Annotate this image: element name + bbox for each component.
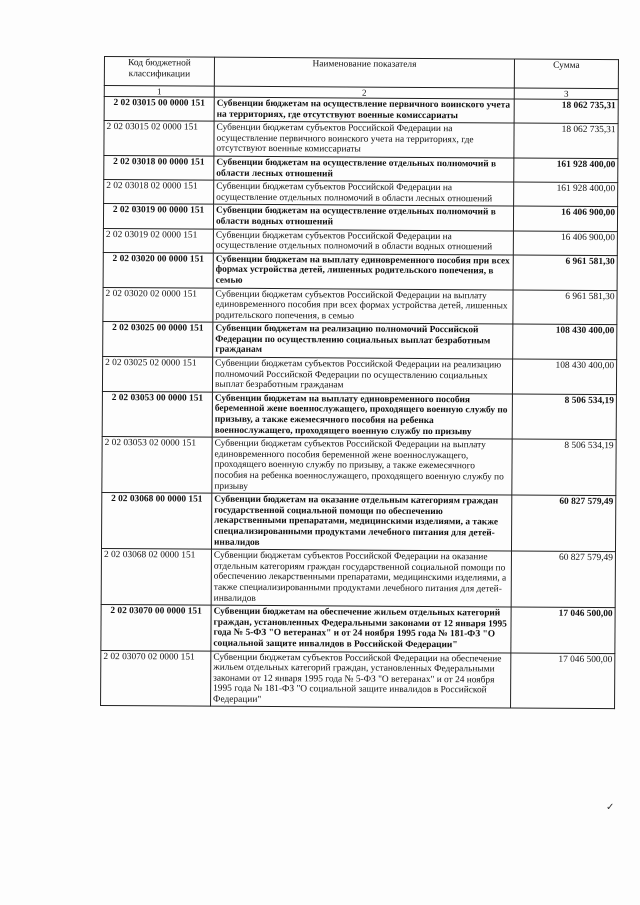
column-number-3: 3 [514,88,618,100]
header-code: Код бюджетной классификации [104,57,214,87]
table-row [103,322,617,360]
budget-code: 2 02 03019 00 0000 151 [103,204,213,229]
budget-code: 2 02 03053 02 0000 151 [102,437,212,494]
indicator-name: Субвенции бюджетам на выплату единовременного пособия беременной жене военнослужащего, проходящего военную службу по призыву, а также ежемесячного пособия на ребенка военнослужащего, проходящего военную службу по призыву [212,392,512,439]
table-row [103,287,617,325]
indicator-name: Субвенции бюджетам субъектов Российской Федерации на оказание отдельным категориям граждан государственной социальной помощи по обеспечению лекарственными препаратами, медицинскими изделиями, а также специализированными продуктами лечебного питания для детей-инвалидов [211,549,511,607]
amount: 161 928 400,00 [514,182,618,207]
budget-code: 2 02 03025 02 0000 151 [102,357,212,392]
table-row [102,437,616,496]
table-row [101,605,615,654]
amount: 16 406 900,00 [513,206,617,231]
table-row [104,180,618,207]
indicator-name: Субвенции бюджетам на выплату единовременного пособия при всех формах устройства детей, лишенных родительского попечения, в семью [213,253,513,290]
amount: 108 430 400,00 [513,324,617,359]
budget-code: 2 02 03025 00 0000 151 [103,322,213,357]
table-row [104,155,618,182]
table-row [103,252,617,290]
indicator-name: Субвенции бюджетам на осуществление отдельных полномочий в области водных отношений [213,205,513,231]
indicator-name: Субвенции бюджетам субъектов Российской Федерации на осуществление первичного воинского учета на территориях, где отсутствуют военные комиссариаты [214,121,514,158]
table-row [101,549,615,608]
budget-code: 2 02 03070 02 0000 151 [101,650,211,707]
column-number-1: 1 [104,86,214,98]
indicator-name: Субвенции бюджетам субъектов Российской Федерации на выплату единовременного пособия при всех формах устройства детей, лишенных родительского попечения, в семью [213,288,513,325]
indicator-name: Субвенции бюджетам субъектов Российской Федерации на выплату единовременного пособия беременной жене военнослужащего, проходящего военную службу по призыву, а также ежемесячного пособия на ребенка военнослужащего, проходящего военную службу по призыву [212,437,512,495]
indicator-name: Субвенции бюджетам на осуществление отдельных полномочий в области лесных отношений [214,156,514,182]
budget-code: 2 02 03015 02 0000 151 [104,121,214,156]
header-sum: Сумма [514,59,618,89]
budget-code: 2 02 03053 00 0000 151 [102,391,212,437]
table-row [102,391,616,440]
indicator-name: Субвенции бюджетам субъектов Российской Федерации на осуществление отдельных полномочий в области водных отношений [213,229,513,255]
table-row [102,357,616,395]
amount: 17 046 500,00 [511,607,615,653]
amount: 60 827 579,49 [511,495,615,552]
amount: 161 928 400,00 [514,158,618,183]
pen-mark: ✓ [606,802,615,813]
amount: 6 961 581,30 [513,290,617,325]
amount: 6 961 581,30 [513,255,617,290]
table-row [101,493,615,552]
budget-code: 2 02 03020 02 0000 151 [103,287,213,322]
indicator-name: Субвенции бюджетам субъектов Российской Федерации на обеспечение жильем отдельных категорий граждан, установленных Федеральными законами от 12 января 1995 года № 5-ФЗ "О ветеранах" и от 24 ноября 1995 года № 181-ФЗ "О социальной защите инвалидов в Российской Федерации" [211,651,511,709]
table-row [104,121,618,159]
amount: 17 046 500,00 [511,652,615,709]
indicator-name: Субвенции бюджетам на реализацию полномочий Российской Федерации по осуществлению социальных выплат безработным гражданам [213,322,513,359]
table-row [101,650,615,709]
amount: 18 062 735,31 [514,99,618,124]
table-row [103,204,617,231]
table-row [104,97,618,124]
amount: 60 827 579,49 [511,551,615,608]
amount: 18 062 735,31 [514,123,618,158]
amount: 8 506 534,19 [512,394,616,440]
budget-code: 2 02 03020 00 0000 151 [103,252,213,287]
table-body [101,97,619,710]
indicator-name: Субвенции бюджетам субъектов Российской Федерации на осуществление отдельных полномочий в области лесных отношений [214,180,514,206]
indicator-name: Субвенции бюджетам на обеспечение жильем отдельных категорий граждан, установленных Федеральными законами от 12 января 1995 года № 5-ФЗ "О ветеранах" и от 24 ноября 1995 года № 181-ФЗ "О социальной защите инвалидов в Российской Федерации" [211,605,511,652]
budget-code: 2 02 03018 02 0000 151 [104,180,214,205]
amount: 108 430 400,00 [512,359,616,394]
indicator-name: Субвенции бюджетам на оказание отдельным категориям граждан государственной социальной помощи по обеспечению лекарственными препаратами, медицинскими изделиями, а также специализированными продуктами лечебного питания для детей-инвалидов [211,493,511,551]
header-name: Наименование показателя [214,57,514,88]
budget-code: 2 02 03018 00 0000 151 [104,155,214,180]
column-number-2: 2 [214,86,514,99]
budget-code: 2 02 03068 02 0000 151 [101,549,211,606]
table-header-row [104,57,618,89]
budget-table [100,56,619,710]
budget-code: 2 02 03015 00 0000 151 [104,97,214,122]
table-row [103,228,617,255]
budget-code: 2 02 03070 00 0000 151 [101,605,211,651]
budget-code: 2 02 03068 00 0000 151 [101,493,211,550]
budget-code: 2 02 03019 02 0000 151 [103,228,213,253]
amount: 16 406 900,00 [513,231,617,256]
indicator-name: Субвенции бюджетам субъектов Российской Федерации на реализацию полномочий Российской Федерации по осуществлению социальных выплат безработным гражданам [212,357,512,394]
amount: 8 506 534,19 [512,439,616,496]
indicator-name: Субвенции бюджетам на осуществление первичного воинского учета на территориях, где отсутствуют военные комиссариаты [214,97,514,123]
